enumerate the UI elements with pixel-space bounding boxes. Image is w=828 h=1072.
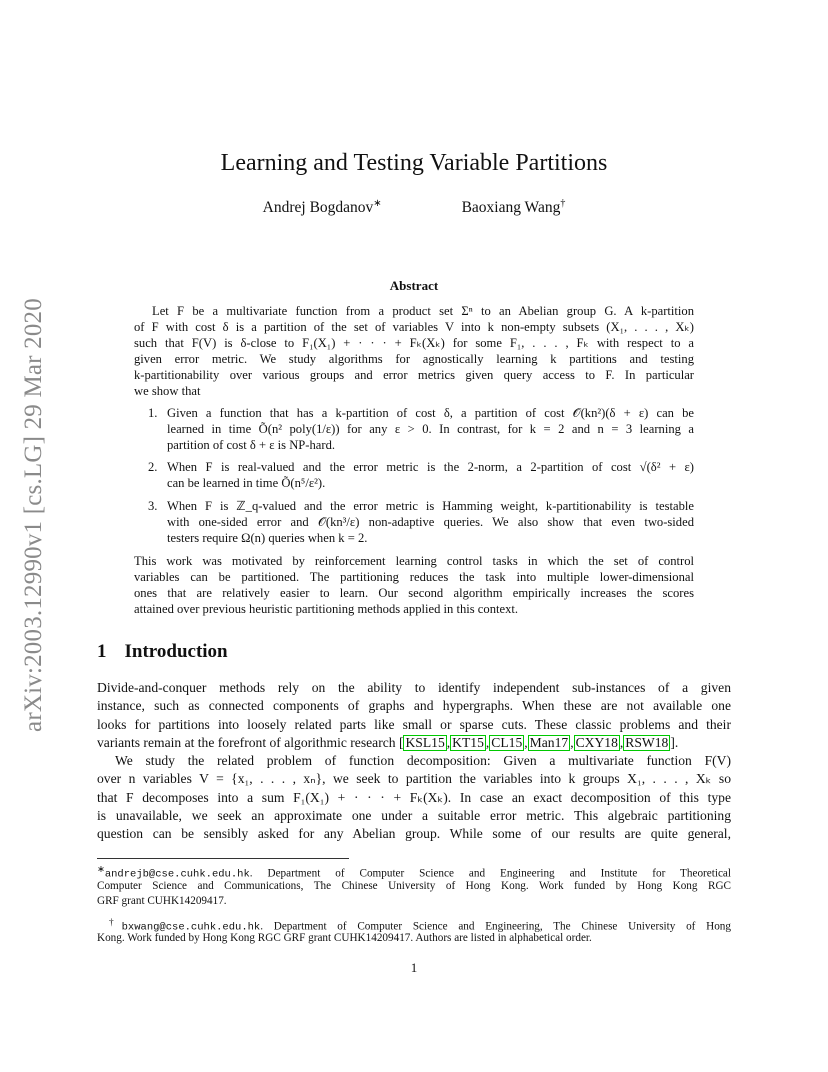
author-1	[263, 198, 382, 217]
abstract-line: of F with cost δ is a partition of the set of variables V into k non-empty subsets (X₁, . . . , Xₖ)	[134, 320, 694, 334]
abstract-intro	[134, 303, 694, 399]
body-text: ].	[670, 734, 679, 750]
body-line: instance, such as connected components of graphs and hypergraphs. When these are not available one	[97, 698, 731, 714]
abstract-closing	[134, 553, 694, 617]
body-line: We study the related problem of function decomposition: Given a multivariate function F(V)	[115, 753, 731, 768]
abstract-heading: Abstract	[389, 278, 439, 293]
list-number: 2.	[148, 460, 158, 474]
section-heading	[97, 641, 228, 663]
footnote-1-line	[97, 863, 731, 879]
footnote-email[interactable]: andrejb@cse.cuhk.edu.hk	[104, 868, 250, 881]
list-number: 1.	[148, 406, 158, 420]
body-line: Divide-and-conquer methods rely on the ability to identify independent sub-instances of a given	[97, 680, 731, 695]
body-line: that F decomposes into a sum F₁(X₁) + · · · + Fₖ(Xₖ). In case an exact decomposition of this type	[97, 789, 731, 805]
footnote-2-line	[97, 916, 731, 932]
abstract-line: attained over previous heuristic partitioning methods applied in this context.	[134, 602, 519, 616]
abstract-line: we show that	[134, 384, 201, 398]
author-name: Andrej Bogdanov	[262, 199, 374, 217]
citation-link[interactable]: CXY18	[575, 734, 618, 750]
abstract-line: given error metric. We study algorithms for agnostically learning k partitions and testing	[134, 352, 694, 366]
citation-link[interactable]: RSW18	[625, 734, 669, 750]
citation-link[interactable]: Man17	[529, 734, 569, 750]
abstract-list-item-1	[134, 405, 694, 453]
body-line: question can be sensibly asked for any Abelian group. While some of our results are quite general,	[97, 826, 731, 842]
list-number: 3.	[148, 499, 158, 513]
list-line: partition of cost δ + ε is NP-hard.	[167, 438, 336, 452]
footnote-divider	[97, 858, 349, 859]
body-line: over n variables V = {x₁, . . . , xₙ}, we seek to partition the variables into k groups X₁, . . . , Xₖ so	[97, 771, 731, 787]
intro-paragraph-2	[97, 752, 731, 843]
arxiv-identifier-stamp	[10, 270, 58, 760]
footnote-mark: †	[109, 917, 122, 928]
footnotes	[97, 863, 731, 947]
body-line: is unavailable, we seek an approximate one under a suitable error metric. This algebraic partitioning	[97, 807, 731, 823]
paper-title: Learning and Testing Variable Partitions	[220, 150, 608, 176]
author-name: Baoxiang Wang	[461, 199, 561, 217]
footnote-1-line: Computer Science and Communications, The Chinese University of Hong Kong. Work funded by Hong Kong RGC	[97, 879, 731, 892]
abstract-line: This work was motivated by reinforcement learning control tasks in which the set of control	[134, 554, 694, 568]
footnote-email[interactable]: bxwang@cse.cuhk.edu.hk	[121, 921, 261, 934]
list-line: When F is real-valued and the error metric is the 2-norm, a 2-partition of cost √(δ² + ε)	[167, 460, 694, 474]
page-number: 1	[410, 960, 418, 975]
body-line: looks for partitions into loosely related parts like small or sparse cuts. These classic problems and their	[97, 716, 731, 732]
footnote-mark: ∗	[97, 865, 105, 875]
citation-link[interactable]: KSL15	[405, 734, 445, 750]
abstract-line: Let F be a multivariate function from a product set Σⁿ to an Abelian group G. A k-partition	[152, 304, 694, 318]
abstract-list-item-2	[134, 459, 694, 491]
abstract-list-item-3	[134, 498, 694, 546]
citation-link[interactable]: CL15	[491, 734, 523, 750]
author-footnote-mark: ∗	[373, 198, 382, 209]
abstract-line: ones that are relatively easier to learn. Our second algorithm empirically increases the scores	[134, 586, 694, 600]
author-2	[462, 198, 566, 217]
list-line: learned in time Õ(n² poly(1/ε)) for any ε > 0. In contrast, for k = 2 and n = 3 learning a	[167, 422, 694, 436]
body-text: variants remain at the forefront of algorithmic research [	[97, 734, 404, 750]
citation-link[interactable]: KT15	[452, 734, 484, 750]
section-number: 1	[97, 641, 107, 662]
footnote-2-line: Kong. Work funded by Hong Kong RGC GRF grant CUHK14209417. Authors are listed in alphabetical order.	[97, 932, 592, 944]
abstract-line: variables can be partitioned. The partitioning reduces the task into multiple lower-dimensional	[134, 570, 694, 584]
arxiv-identifier-text: arXiv:2003.12990v1 [cs.LG] 29 Mar 2020	[20, 298, 47, 732]
footnote-text: . Department of Computer Science and Engineering, The Chinese University of Hong	[260, 920, 731, 933]
footnote-1-line: GRF grant CUHK14209417.	[97, 895, 227, 907]
author-list	[0, 198, 828, 217]
list-line: can be learned in time Õ(n⁵/ε²).	[167, 476, 326, 490]
footnote-text: . Department of Computer Science and Engineering and Institute for Theoretical	[249, 867, 731, 880]
abstract-line: k-partitionability over various groups and error metrics given query access to F. In particular	[134, 368, 694, 382]
section-title: Introduction	[124, 641, 228, 662]
list-line: Given a function that has a k-partition of cost δ, a partition of cost 𝒪(kn²)(δ + ε) can be	[167, 406, 694, 420]
list-line: When F is ℤ_q-valued and the error metric is Hamming weight, k-partitionability is testable	[167, 499, 694, 513]
abstract-line: such that F(V) is δ-close to F₁(X₁) + · · · + Fₖ(Xₖ) for some F₁, . . . , Fₖ with respect to a	[134, 336, 694, 350]
list-line: with one-sided error and 𝒪(kn³/ε) non-adaptive queries. We also show that even two-sided	[167, 515, 694, 529]
intro-paragraph-1	[97, 679, 731, 752]
list-line: testers require Ω(n) queries when k = 2.	[167, 531, 368, 545]
body-line: variants remain at the forefront of algorithmic research [ KSL15 , KT15 , CL15 , Man17 , CXY18 , RSW18 ].	[97, 734, 679, 750]
author-footnote-mark: †	[560, 198, 566, 209]
